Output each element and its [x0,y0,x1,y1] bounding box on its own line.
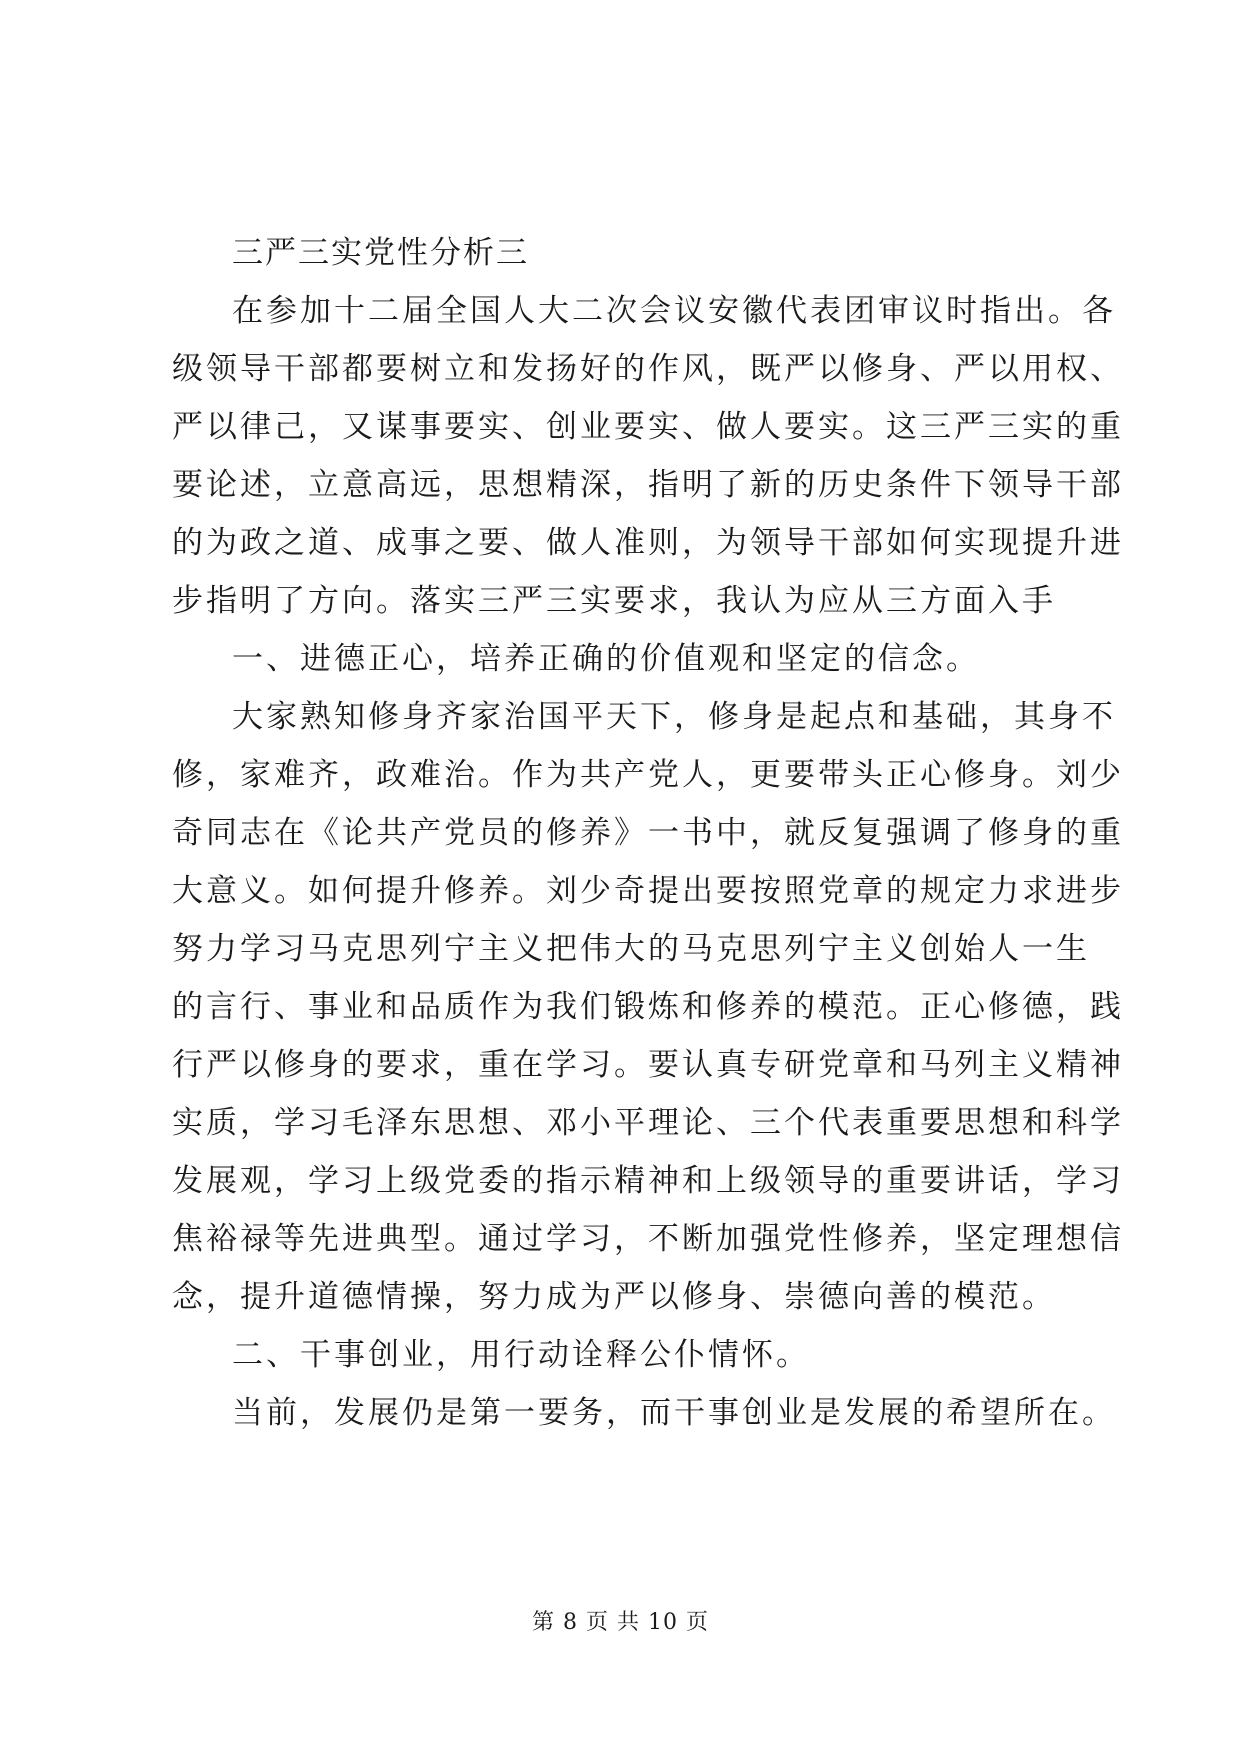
paragraph-line: 修，家难齐，政难治。作为共产党人，更要带头正心修身。刘少 [172,757,1124,793]
paragraph-line: 念，提升道德情操，努力成为严以修身、崇德向善的模范。 [172,1279,1056,1315]
paragraph-line: 实质，学习毛泽东思想、邓小平理论、三个代表重要思想和科学 [172,1105,1124,1141]
paragraph-line: 步指明了方向。落实三严三实要求，我认为应从三方面入手 [172,583,1056,619]
document-body [172,224,1124,1442]
paragraph-line: 行严以修身的要求，重在学习。要认真专研党章和马列主义精神 [172,1047,1124,1083]
page-number-footer: 第 8 页 共 10 页 [532,1610,709,1635]
section-heading-2 [232,1326,1080,1384]
section-heading-1 [232,630,1080,688]
paragraph-line: 的言行、事业和品质作为我们锻炼和修养的模范。正心修德，践 [172,989,1124,1025]
paragraph-line: 要论述，立意高远，思想精深，指明了新的历史条件下领导干部 [172,467,1124,503]
paragraph-body-2 [232,1384,1116,1442]
paragraph-line: 的为政之道、成事之要、做人准则，为领导干部如何实现提升进 [172,525,1124,561]
heading-line: 二、干事创业，用行动诠释公仆情怀。 [232,1337,810,1373]
paragraph-line: 大家熟知修身齐家治国平天下，修身是起点和基础，其身不 [232,699,1116,735]
heading-line: 一、进德正心，培养正确的价值观和坚定的信念。 [232,641,980,677]
paragraph-line: 级领导干部都要树立和发扬好的作风，既严以修身、严以用权、 [172,351,1124,387]
paragraph-line: 当前，发展仍是第一要务，而干事创业是发展的希望所在。 [232,1395,1116,1431]
paragraph-line: 大意义。如何提升修养。刘少奇提出要按照党章的规定力求进步 [172,873,1124,909]
document-title: 三严三实党性分析三 [232,235,529,271]
paragraph-line: 努力学习马克思列宁主义把伟大的马克思列宁主义创始人一生 [172,931,1090,967]
paragraph-intro [172,282,1124,630]
paragraph-line: 在参加十二届全国人大二次会议安徽代表团审议时指出。各 [232,293,1116,329]
paragraph-body-1 [172,688,1124,1326]
paragraph-line: 严以律己，又谋事要实、创业要实、做人要实。这三严三实的重 [172,409,1124,445]
paragraph-line: 焦裕禄等先进典型。通过学习，不断加强党性修养，坚定理想信 [172,1221,1124,1257]
paragraph-line: 奇同志在《论共产党员的修养》一书中，就反复强调了修身的重 [172,815,1124,851]
paragraph-line: 发展观，学习上级党委的指示精神和上级领导的重要讲话，学习 [172,1163,1124,1199]
